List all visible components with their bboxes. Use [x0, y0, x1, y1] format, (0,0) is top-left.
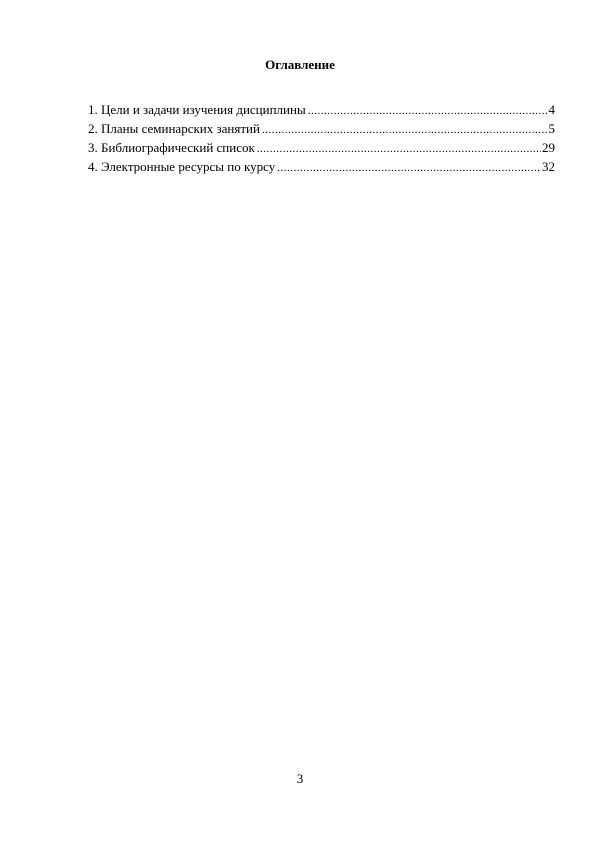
- toc-entry-text: 3. Библиографический список: [88, 140, 255, 155]
- toc-entry-text: 1. Цели и задачи изучения дисциплины: [88, 102, 306, 117]
- toc-leader-dots: [308, 102, 548, 121]
- toc-entry-page: 5: [548, 121, 555, 136]
- toc-title: Оглавление: [265, 57, 335, 72]
- toc-entry-text: 4. Электронные ресурсы по курсу: [88, 159, 276, 174]
- toc-leader-dots: [277, 159, 541, 178]
- toc-entry-electronic-resources[interactable]: [88, 157, 555, 176]
- toc-entry-page: 32: [542, 159, 555, 174]
- toc-entry-bibliography[interactable]: [88, 138, 555, 157]
- toc-entry-page: 4: [548, 102, 555, 117]
- toc-entry-goals[interactable]: [88, 100, 555, 119]
- toc-entry-page: 29: [542, 140, 555, 155]
- toc-leader-dots: [262, 121, 548, 140]
- table-of-contents: [88, 100, 555, 176]
- toc-entry-text: 2. Планы семинарских занятий: [88, 121, 260, 136]
- page-number: 3: [296, 771, 304, 786]
- toc-leader-dots: [257, 140, 541, 159]
- toc-entry-seminar-plans[interactable]: [88, 119, 555, 138]
